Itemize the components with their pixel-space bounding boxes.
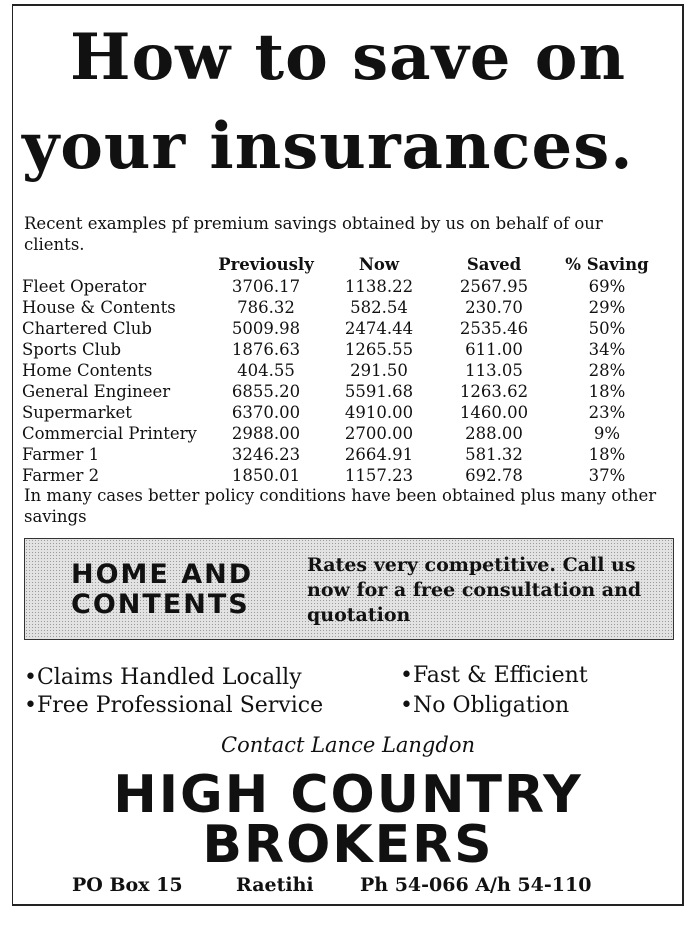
header-saved: Saved xyxy=(466,255,522,274)
panel-title-line-1: HOME AND xyxy=(71,559,254,590)
saved-value: 692.78 xyxy=(465,466,523,485)
previously-value: 2988.00 xyxy=(231,424,301,443)
table-row xyxy=(22,276,662,297)
client-name: Supermarket xyxy=(22,403,132,422)
now-value: 5591.68 xyxy=(344,382,414,401)
intro-text: Recent examples pf premium savings obtained by us on behalf of our clients. xyxy=(24,214,603,254)
client-name: Sports Club xyxy=(22,340,122,359)
client-name: House & Contents xyxy=(22,298,176,317)
now-value: 2664.91 xyxy=(344,445,414,464)
headline-line-2: your insurances. xyxy=(22,109,634,184)
previously-value: 6855.20 xyxy=(231,382,301,401)
bullet-free-service: •Free Professional Service xyxy=(24,693,324,718)
brand-name-line-1: HIGH COUNTRY xyxy=(113,765,583,825)
panel-title-line-2: CONTENTS xyxy=(71,589,250,620)
saved-value: 1460.00 xyxy=(459,403,529,422)
address-phone: Ph 54-066 A/h 54-110 xyxy=(360,874,592,896)
saved-value: 230.70 xyxy=(465,298,523,317)
now-value: 2700.00 xyxy=(344,424,414,443)
previously-value: 3706.17 xyxy=(231,277,301,296)
client-name: Farmer 1 xyxy=(22,445,100,464)
panel-rates-text: Rates very competitive. Call us now for a free consultation and quotation xyxy=(307,554,642,626)
headline-line-1: How to save on xyxy=(70,20,626,95)
bullet-no-obligation: •No Obligation xyxy=(400,693,570,718)
brand-name-line-2: BROKERS xyxy=(202,815,494,875)
savings-table xyxy=(22,254,662,486)
bullet-fast-efficient: •Fast & Efficient xyxy=(400,663,588,688)
client-name: Home Contents xyxy=(22,361,153,380)
table-row xyxy=(22,381,662,402)
bullet-claims-local: •Claims Handled Locally xyxy=(24,665,302,690)
contact-line: Contact Lance Langdon xyxy=(221,733,475,757)
previously-value: 404.55 xyxy=(237,361,295,380)
previously-value: 1876.63 xyxy=(231,340,301,359)
panel-title xyxy=(71,560,253,620)
now-value: 2474.44 xyxy=(344,319,414,338)
client-name: Farmer 2 xyxy=(22,466,100,485)
previously-value: 786.32 xyxy=(237,298,295,317)
client-name: Fleet Operator xyxy=(22,277,147,296)
percent-value: 50% xyxy=(588,319,626,338)
percent-value: 18% xyxy=(588,382,626,401)
percent-value: 69% xyxy=(588,277,626,296)
header-previously: Previously xyxy=(218,255,314,274)
percent-value: 9% xyxy=(593,424,621,443)
saved-value: 581.32 xyxy=(465,445,523,464)
client-name: Commercial Printery xyxy=(22,424,197,443)
address-po-box: PO Box 15 xyxy=(72,874,183,896)
table-row xyxy=(22,297,662,318)
saved-value: 113.05 xyxy=(465,361,523,380)
table-row xyxy=(22,360,662,381)
now-value: 291.50 xyxy=(350,361,408,380)
previously-value: 1850.01 xyxy=(231,466,301,485)
percent-value: 34% xyxy=(588,340,626,359)
client-name: Chartered Club xyxy=(22,319,152,338)
now-value: 1138.22 xyxy=(344,277,414,296)
header-client xyxy=(22,254,210,276)
table-row xyxy=(22,339,662,360)
previously-value: 5009.98 xyxy=(231,319,301,338)
percent-value: 18% xyxy=(588,445,626,464)
header-now: Now xyxy=(358,255,400,274)
table-row xyxy=(22,465,662,486)
percent-value: 28% xyxy=(588,361,626,380)
saved-value: 288.00 xyxy=(465,424,523,443)
percent-value: 29% xyxy=(588,298,626,317)
previously-value: 3246.23 xyxy=(231,445,301,464)
now-value: 1265.55 xyxy=(344,340,414,359)
percent-value: 23% xyxy=(588,403,626,422)
table-row xyxy=(22,402,662,423)
table-row xyxy=(22,444,662,465)
table-row xyxy=(22,423,662,444)
table-row xyxy=(22,318,662,339)
previously-value: 6370.00 xyxy=(231,403,301,422)
address-town: Raetihi xyxy=(236,874,314,896)
saved-value: 611.00 xyxy=(465,340,523,359)
home-contents-panel xyxy=(24,538,674,640)
now-value: 582.54 xyxy=(350,298,408,317)
saved-value: 1263.62 xyxy=(459,382,529,401)
now-value: 4910.00 xyxy=(344,403,414,422)
header-percent-saving: % Saving xyxy=(565,255,649,274)
saved-value: 2567.95 xyxy=(459,277,529,296)
table-header-row xyxy=(22,254,662,276)
percent-value: 37% xyxy=(588,466,626,485)
savings-note: In many cases better policy conditions have been obtained plus many other savings xyxy=(24,486,657,526)
now-value: 1157.23 xyxy=(344,466,414,485)
saved-value: 2535.46 xyxy=(459,319,529,338)
client-name: General Engineer xyxy=(22,382,171,401)
